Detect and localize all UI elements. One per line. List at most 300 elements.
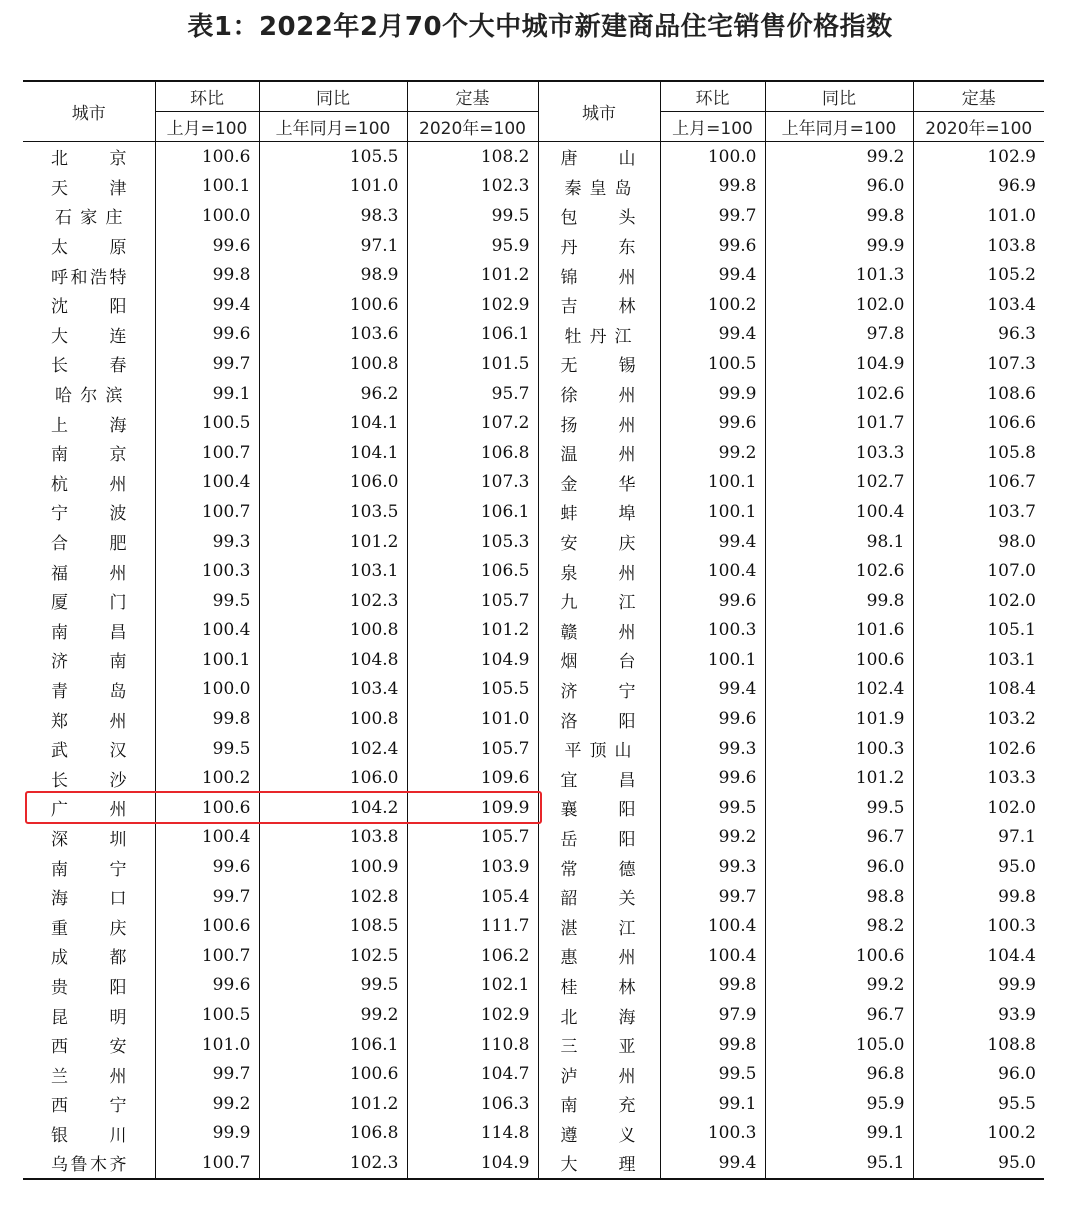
value-cell-hb: 100.5 — [155, 408, 259, 438]
table-row — [23, 1059, 1044, 1089]
value-cell-dj: 93.9 — [998, 1005, 1036, 1026]
value-cell-tb: 103.3 — [765, 438, 913, 468]
value-cell-hb: 99.6 — [660, 763, 765, 793]
city-name: 郑 州 — [51, 711, 127, 732]
city-name: 呼 和 浩 特 — [51, 267, 127, 288]
city-name: 银 川 — [51, 1125, 127, 1146]
header-city-right: 城市 — [538, 81, 660, 142]
value-cell-dj: 110.8 — [407, 1030, 538, 1060]
city-name: 深 圳 — [51, 829, 127, 850]
value-cell-tb: 102.6 — [765, 556, 913, 586]
value-cell-dj: 107.0 — [987, 561, 1036, 582]
city-cell — [538, 793, 660, 823]
city-name: 唐 山 — [560, 149, 636, 170]
value-cell-tb: 105.5 — [259, 142, 407, 172]
city-cell — [23, 1119, 155, 1149]
city-name: 大 理 — [560, 1155, 636, 1176]
city-cell — [538, 911, 660, 941]
value-cell-hb: 100.3 — [155, 556, 259, 586]
city-cell — [23, 468, 155, 498]
value-cell-tb: 104.8 — [259, 645, 407, 675]
value-cell-tb: 98.2 — [765, 911, 913, 941]
value-cell-dj: 96.9 — [998, 176, 1036, 197]
city-cell — [538, 616, 660, 646]
table-row — [23, 438, 1044, 468]
value-cell-tb: 106.1 — [259, 1030, 407, 1060]
value-cell-tb: 99.5 — [259, 971, 407, 1001]
city-cell — [538, 497, 660, 527]
city-cell — [23, 260, 155, 290]
value-cell-tb: 98.9 — [259, 260, 407, 290]
value-cell-hb: 99.3 — [660, 734, 765, 764]
value-cell-tb: 102.4 — [259, 734, 407, 764]
value-cell-dj: 105.4 — [407, 882, 538, 912]
value-cell-hb: 100.6 — [155, 911, 259, 941]
value-cell-tb: 99.2 — [765, 971, 913, 1001]
table-row — [23, 1089, 1044, 1119]
city-cell — [23, 320, 155, 350]
value-cell-dj: 101.5 — [407, 349, 538, 379]
table-row — [23, 616, 1044, 646]
value-cell-hb: 99.4 — [660, 1148, 765, 1179]
value-cell-tb: 106.8 — [259, 1119, 407, 1149]
value-cell-dj: 102.9 — [407, 1000, 538, 1030]
table-row — [23, 793, 1044, 823]
value-cell-hb: 101.0 — [155, 1030, 259, 1060]
city-name: 青 岛 — [51, 681, 127, 702]
price-index-table — [23, 80, 1044, 1180]
value-cell-hb: 99.7 — [155, 349, 259, 379]
value-cell-hb: 100.7 — [155, 1148, 259, 1179]
city-name: 秦 皇 岛 — [564, 178, 632, 199]
value-cell-dj: 109.6 — [407, 763, 538, 793]
value-cell-hb: 99.4 — [660, 675, 765, 705]
table-row — [23, 586, 1044, 616]
value-cell-dj: 99.5 — [407, 201, 538, 231]
city-name: 包 头 — [560, 208, 636, 229]
header-huanbi-unit-left: 上月=100 — [155, 112, 259, 142]
value-cell-tb: 98.8 — [765, 882, 913, 912]
value-cell-tb: 101.7 — [765, 408, 913, 438]
city-name: 南 充 — [560, 1096, 636, 1117]
value-cell-tb: 101.2 — [259, 1089, 407, 1119]
value-cell-dj: 104.4 — [987, 945, 1036, 966]
city-cell — [23, 586, 155, 616]
city-cell — [538, 1119, 660, 1149]
value-cell-hb: 100.5 — [155, 1000, 259, 1030]
city-name: 平 顶 山 — [564, 741, 632, 762]
value-cell-dj: 108.6 — [987, 383, 1036, 404]
value-cell-tb: 103.4 — [259, 675, 407, 705]
city-name: 北 海 — [560, 1007, 636, 1028]
value-cell-hb: 99.6 — [155, 320, 259, 350]
city-cell — [538, 1148, 660, 1179]
city-cell — [23, 763, 155, 793]
value-cell-hb: 100.1 — [155, 645, 259, 675]
value-cell-hb: 99.7 — [660, 201, 765, 231]
city-cell — [23, 349, 155, 379]
header-tongbi-unit-left: 上年同月=100 — [259, 112, 407, 142]
value-cell-dj: 102.9 — [407, 290, 538, 320]
city-cell — [538, 408, 660, 438]
value-cell-tb: 102.8 — [259, 882, 407, 912]
header-huanbi-unit-right: 上月=100 — [660, 112, 765, 142]
value-cell-tb: 99.2 — [259, 1000, 407, 1030]
city-cell — [23, 1030, 155, 1060]
value-cell-hb: 99.6 — [660, 408, 765, 438]
value-cell-hb: 99.4 — [155, 290, 259, 320]
value-cell-dj: 101.0 — [407, 704, 538, 734]
table-row — [23, 556, 1044, 586]
value-cell-hb: 99.6 — [660, 231, 765, 261]
header-dingji-right: 定基 — [913, 81, 1044, 112]
city-cell — [538, 645, 660, 675]
city-name: 宁 波 — [51, 504, 127, 525]
value-cell-dj: 108.8 — [987, 1034, 1036, 1055]
value-cell-hb: 100.6 — [155, 142, 259, 172]
value-cell-dj: 106.1 — [407, 497, 538, 527]
value-cell-dj: 105.2 — [987, 265, 1036, 286]
value-cell-dj: 106.3 — [407, 1089, 538, 1119]
city-cell — [23, 1059, 155, 1089]
value-cell-dj: 108.4 — [987, 679, 1036, 700]
value-cell-dj: 100.2 — [987, 1123, 1036, 1144]
city-name: 重 庆 — [51, 918, 127, 939]
city-cell — [538, 1059, 660, 1089]
city-name: 济 南 — [51, 652, 127, 673]
table-title: 表1：2022年2月70个大中城市新建商品住宅销售价格指数 — [187, 12, 893, 42]
value-cell-tb: 100.6 — [765, 941, 913, 971]
city-cell — [23, 290, 155, 320]
city-name: 哈 尔 滨 — [55, 386, 123, 407]
city-name: 烟 台 — [560, 652, 636, 673]
city-name: 上 海 — [51, 415, 127, 436]
city-name: 温 州 — [560, 445, 636, 466]
city-name: 济 宁 — [560, 681, 636, 702]
value-cell-hb: 99.2 — [660, 438, 765, 468]
value-cell-tb: 96.0 — [765, 172, 913, 202]
value-cell-tb: 101.9 — [765, 704, 913, 734]
value-cell-tb: 103.6 — [259, 320, 407, 350]
city-cell — [538, 527, 660, 557]
value-cell-hb: 99.9 — [155, 1119, 259, 1149]
value-cell-hb: 99.5 — [660, 793, 765, 823]
value-cell-dj: 103.2 — [987, 709, 1036, 730]
city-name: 丹 东 — [560, 238, 636, 259]
value-cell-dj: 106.6 — [987, 413, 1036, 434]
value-cell-dj: 96.3 — [998, 324, 1036, 345]
value-cell-hb: 100.4 — [660, 911, 765, 941]
value-cell-dj: 106.7 — [987, 472, 1036, 493]
table-row — [23, 231, 1044, 261]
city-name: 常 德 — [560, 859, 636, 880]
city-cell — [538, 586, 660, 616]
value-cell-tb: 103.5 — [259, 497, 407, 527]
city-cell — [23, 645, 155, 675]
city-cell — [23, 734, 155, 764]
city-name: 西 宁 — [51, 1096, 127, 1117]
city-cell — [538, 142, 660, 172]
value-cell-dj: 103.8 — [987, 235, 1036, 256]
value-cell-tb: 100.9 — [259, 852, 407, 882]
table-row — [23, 763, 1044, 793]
value-cell-tb: 102.5 — [259, 941, 407, 971]
value-cell-hb: 100.1 — [660, 468, 765, 498]
city-cell — [538, 882, 660, 912]
city-cell — [23, 497, 155, 527]
city-cell — [23, 941, 155, 971]
city-cell — [23, 882, 155, 912]
value-cell-hb: 100.4 — [155, 468, 259, 498]
city-cell — [538, 172, 660, 202]
value-cell-dj: 103.1 — [987, 649, 1036, 670]
table-row — [23, 527, 1044, 557]
city-name: 兰 州 — [51, 1066, 127, 1087]
city-name: 太 原 — [51, 238, 127, 259]
value-cell-tb: 104.1 — [259, 408, 407, 438]
city-cell — [538, 823, 660, 853]
city-cell — [23, 438, 155, 468]
value-cell-tb: 102.6 — [765, 379, 913, 409]
value-cell-tb: 100.8 — [259, 349, 407, 379]
value-cell-tb: 103.1 — [259, 556, 407, 586]
value-cell-dj: 105.7 — [407, 734, 538, 764]
city-name: 乌 鲁 木 齐 — [51, 1155, 127, 1176]
value-cell-tb: 100.8 — [259, 704, 407, 734]
value-cell-tb: 96.7 — [765, 823, 913, 853]
value-cell-dj: 102.9 — [987, 146, 1036, 167]
city-name: 牡 丹 江 — [564, 326, 632, 347]
value-cell-tb: 104.2 — [259, 793, 407, 823]
value-cell-hb: 100.2 — [155, 763, 259, 793]
city-cell — [23, 971, 155, 1001]
value-cell-hb: 99.7 — [155, 1059, 259, 1089]
value-cell-dj: 95.7 — [407, 379, 538, 409]
city-name: 大 连 — [51, 326, 127, 347]
value-cell-hb: 100.5 — [660, 349, 765, 379]
value-cell-dj: 101.2 — [407, 616, 538, 646]
header-huanbi-right: 环比 — [660, 81, 765, 112]
city-name: 襄 阳 — [560, 800, 636, 821]
header-dingji-unit-right: 2020年=100 — [913, 112, 1044, 142]
value-cell-hb: 100.1 — [660, 645, 765, 675]
city-name: 泸 州 — [560, 1066, 636, 1087]
header-dingji-left: 定基 — [407, 81, 538, 112]
value-cell-tb: 102.3 — [259, 1148, 407, 1179]
value-cell-dj: 114.8 — [407, 1119, 538, 1149]
city-name: 天 津 — [51, 178, 127, 199]
value-cell-dj: 103.3 — [987, 768, 1036, 789]
value-cell-dj: 106.5 — [407, 556, 538, 586]
table-row — [23, 941, 1044, 971]
value-cell-dj: 101.2 — [407, 260, 538, 290]
table-row — [23, 1030, 1044, 1060]
value-cell-tb: 101.2 — [765, 763, 913, 793]
city-cell — [538, 1089, 660, 1119]
value-cell-tb: 96.7 — [765, 1000, 913, 1030]
value-cell-hb: 99.8 — [155, 704, 259, 734]
value-cell-dj: 104.9 — [407, 1148, 538, 1179]
value-cell-hb: 100.7 — [155, 497, 259, 527]
value-cell-dj: 95.5 — [998, 1093, 1036, 1114]
city-cell — [538, 763, 660, 793]
table-row — [23, 823, 1044, 853]
city-name: 桂 林 — [560, 977, 636, 998]
header-tongbi-right: 同比 — [765, 81, 913, 112]
city-cell — [23, 675, 155, 705]
value-cell-tb: 96.0 — [765, 852, 913, 882]
value-cell-dj: 107.3 — [987, 353, 1036, 374]
value-cell-tb: 106.0 — [259, 763, 407, 793]
value-cell-hb: 100.4 — [155, 823, 259, 853]
city-cell — [538, 1030, 660, 1060]
city-name: 合 肥 — [51, 534, 127, 555]
value-cell-tb: 95.1 — [765, 1148, 913, 1179]
value-cell-tb: 98.3 — [259, 201, 407, 231]
value-cell-dj: 105.8 — [987, 442, 1036, 463]
city-cell — [538, 320, 660, 350]
value-cell-tb: 98.1 — [765, 527, 913, 557]
value-cell-hb: 99.5 — [155, 586, 259, 616]
value-cell-hb: 100.4 — [660, 556, 765, 586]
value-cell-tb: 101.0 — [259, 172, 407, 202]
city-cell — [23, 231, 155, 261]
value-cell-hb: 99.6 — [660, 586, 765, 616]
city-name: 海 口 — [51, 889, 127, 910]
value-cell-dj: 95.9 — [407, 231, 538, 261]
city-name: 南 昌 — [51, 622, 127, 643]
value-cell-dj: 97.1 — [998, 827, 1036, 848]
value-cell-dj: 105.5 — [407, 675, 538, 705]
value-cell-tb: 100.8 — [259, 616, 407, 646]
city-name: 三 亚 — [560, 1037, 636, 1058]
value-cell-tb: 102.0 — [765, 290, 913, 320]
city-name: 徐 州 — [560, 386, 636, 407]
value-cell-hb: 99.5 — [660, 1059, 765, 1089]
value-cell-hb: 99.5 — [155, 734, 259, 764]
value-cell-hb: 99.7 — [155, 882, 259, 912]
value-cell-tb: 102.7 — [765, 468, 913, 498]
value-cell-hb: 100.4 — [155, 616, 259, 646]
city-name: 厦 门 — [51, 593, 127, 614]
city-cell — [538, 438, 660, 468]
city-cell — [23, 408, 155, 438]
city-cell — [23, 142, 155, 172]
city-cell — [538, 468, 660, 498]
city-name: 昆 明 — [51, 1007, 127, 1028]
value-cell-tb: 100.6 — [259, 290, 407, 320]
value-cell-hb: 100.1 — [155, 172, 259, 202]
value-cell-tb: 101.2 — [259, 527, 407, 557]
value-cell-dj: 100.3 — [987, 916, 1036, 937]
city-cell — [23, 823, 155, 853]
city-cell — [23, 1000, 155, 1030]
value-cell-tb: 97.8 — [765, 320, 913, 350]
value-cell-hb: 99.4 — [660, 527, 765, 557]
value-cell-tb: 100.4 — [765, 497, 913, 527]
city-cell — [538, 941, 660, 971]
value-cell-dj: 106.1 — [407, 320, 538, 350]
table-row — [23, 971, 1044, 1001]
value-cell-dj: 98.0 — [998, 531, 1036, 552]
city-name: 贵 阳 — [51, 977, 127, 998]
header-huanbi-left: 环比 — [155, 81, 259, 112]
city-cell — [538, 260, 660, 290]
value-cell-dj: 109.9 — [407, 793, 538, 823]
city-name: 洛 阳 — [560, 711, 636, 732]
table-row — [23, 201, 1044, 231]
value-cell-tb: 99.8 — [765, 201, 913, 231]
table-row — [23, 911, 1044, 941]
value-cell-hb: 99.9 — [660, 379, 765, 409]
city-cell — [23, 1089, 155, 1119]
value-cell-tb: 99.5 — [765, 793, 913, 823]
value-cell-tb: 99.1 — [765, 1119, 913, 1149]
table-row — [23, 882, 1044, 912]
value-cell-dj: 106.2 — [407, 941, 538, 971]
value-cell-dj: 103.9 — [407, 852, 538, 882]
value-cell-tb: 101.3 — [765, 260, 913, 290]
value-cell-dj: 95.0 — [998, 857, 1036, 878]
value-cell-tb: 101.6 — [765, 616, 913, 646]
value-cell-dj: 104.7 — [407, 1059, 538, 1089]
city-name: 安 庆 — [560, 534, 636, 555]
city-cell — [538, 556, 660, 586]
city-name: 广 州 — [51, 800, 127, 821]
city-cell — [23, 911, 155, 941]
header-city-left: 城市 — [23, 81, 155, 142]
table-row — [23, 260, 1044, 290]
value-cell-dj: 95.0 — [998, 1152, 1036, 1173]
city-name: 宜 昌 — [560, 770, 636, 791]
city-name: 武 汉 — [51, 741, 127, 762]
value-cell-hb: 99.3 — [660, 852, 765, 882]
city-cell — [23, 527, 155, 557]
city-cell — [23, 379, 155, 409]
value-cell-dj: 105.7 — [407, 823, 538, 853]
city-cell — [538, 704, 660, 734]
value-cell-hb: 99.6 — [155, 231, 259, 261]
city-name: 石 家 庄 — [55, 208, 123, 229]
value-cell-tb: 102.3 — [259, 586, 407, 616]
table-row — [23, 142, 1044, 172]
table-row — [23, 172, 1044, 202]
city-cell — [23, 704, 155, 734]
city-cell — [538, 349, 660, 379]
table-row — [23, 290, 1044, 320]
city-name: 长 沙 — [51, 770, 127, 791]
city-cell — [538, 971, 660, 1001]
city-name: 惠 州 — [560, 948, 636, 969]
value-cell-hb: 99.1 — [660, 1089, 765, 1119]
city-cell — [538, 290, 660, 320]
value-cell-hb: 100.7 — [155, 941, 259, 971]
value-cell-hb: 99.1 — [155, 379, 259, 409]
city-name: 岳 阳 — [560, 829, 636, 850]
city-name: 西 安 — [51, 1037, 127, 1058]
city-name: 吉 林 — [560, 297, 636, 318]
value-cell-dj: 103.4 — [987, 294, 1036, 315]
value-cell-dj: 102.6 — [987, 738, 1036, 759]
city-cell — [538, 201, 660, 231]
city-name: 泉 州 — [560, 563, 636, 584]
city-name: 遵 义 — [560, 1125, 636, 1146]
city-cell — [23, 852, 155, 882]
city-cell — [23, 172, 155, 202]
table-row — [23, 468, 1044, 498]
value-cell-tb: 97.1 — [259, 231, 407, 261]
city-name: 无 锡 — [560, 356, 636, 377]
